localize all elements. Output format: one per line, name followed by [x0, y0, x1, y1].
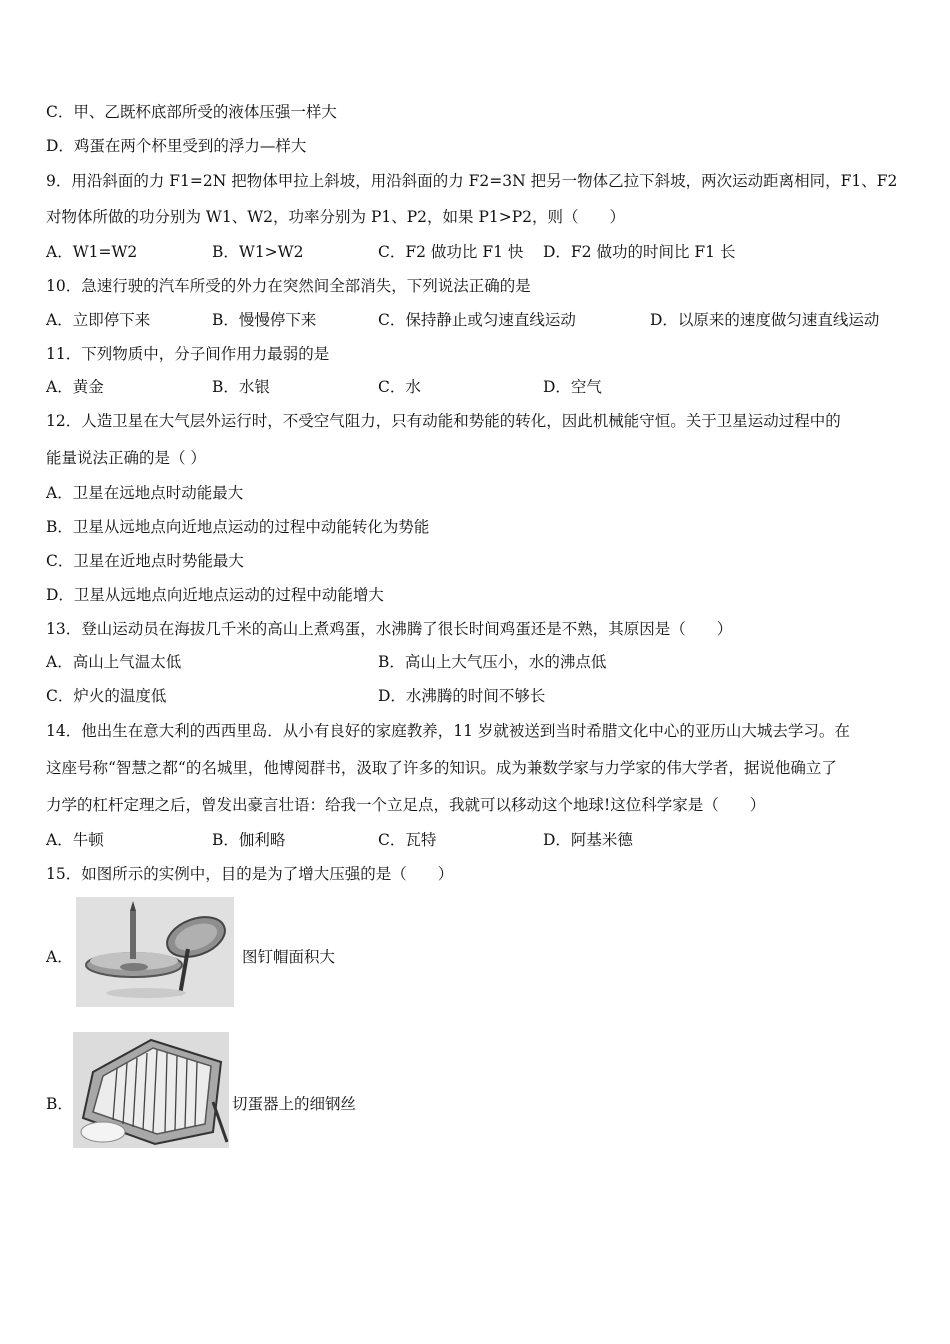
q12-stem-line1: 12．人造卫星在大气层外运行时，不受空气阻力，只有动能和势能的转化，因此机械能守恒。关于卫星运动过程中的: [46, 412, 841, 430]
q15-option-b-label: B．: [46, 1095, 73, 1113]
q10-stem: 10．急速行驶的汽车所受的外力在突然间全部消失，下列说法正确的是: [46, 277, 531, 295]
thumbtack-image: [76, 897, 234, 1007]
q12-option-d: D．卫星从远地点向近地点运动的过程中动能增大: [46, 586, 384, 604]
q13-stem: 13．登山运动员在海拔几千米的高山上煮鸡蛋，水沸腾了很长时间鸡蛋还是不熟，其原因是（ ）: [46, 620, 733, 638]
q14-option-d: D．阿基米德: [543, 831, 633, 849]
q8-option-c: C．甲、乙既杯底部所受的液体压强一样大: [46, 103, 337, 121]
q11-option-a: A．黄金: [46, 378, 104, 396]
q14-option-b: B．伽利略: [212, 831, 286, 849]
q9-option-d: D．F2 做功的时间比 F1 长: [543, 243, 736, 261]
q12-stem-line2: 能量说法正确的是（ ）: [46, 449, 206, 467]
q10-option-d: D．以原来的速度做匀速直线运动: [650, 311, 880, 329]
q10-option-c: C．保持静止或匀速直线运动: [378, 311, 576, 329]
q9-stem-line1: 9．用沿斜面的力 F1=2N 把物体甲拉上斜坡，用沿斜面的力 F2=3N 把另一物体乙拉下斜坡，两次运动距离相同，F1、F2: [46, 172, 898, 190]
q14-stem-line1: 14．他出生在意大利的西西里岛．从小有良好的家庭教养，11 岁就被送到当时希腊文化中心的亚历山大城去学习。在: [46, 722, 850, 740]
q11-option-c: C．水: [378, 378, 421, 396]
q15-option-b-caption: 切蛋器上的细钢丝: [232, 1095, 357, 1113]
q11-option-b: B．水银: [212, 378, 270, 396]
q10-option-a: A．立即停下来: [46, 311, 151, 329]
q9-option-b: B．W1>W2: [212, 243, 304, 261]
q15-stem: 15．如图所示的实例中，目的是为了增大压强的是（ ）: [46, 865, 454, 883]
q13-option-d: D．水沸腾的时间不够长: [378, 687, 546, 705]
q11-option-d: D．空气: [543, 378, 602, 396]
q8-option-d: D．鸡蛋在两个杯里受到的浮力—样大: [46, 137, 307, 155]
q14-option-c: C．瓦特: [378, 831, 437, 849]
q9-option-c: C．F2 做功比 F1 快: [378, 243, 524, 261]
q12-option-c: C．卫星在近地点时势能最大: [46, 552, 244, 570]
q14-option-a: A．牛顿: [46, 831, 104, 849]
q14-stem-line2: 这座号称“智慧之都“的名城里，他博阅群书，汲取了许多的知识。成为兼数学家与力学家的伟大学者，据说他确立了: [46, 759, 837, 777]
q11-stem: 11．下列物质中，分子间作用力最弱的是: [46, 345, 330, 363]
q12-option-b: B．卫星从远地点向近地点运动的过程中动能转化为势能: [46, 518, 430, 536]
q12-option-a: A．卫星在远地点时动能最大: [46, 484, 244, 502]
q14-stem-line3: 力学的杠杆定理之后，曾发出豪言壮语：给我一个立足点，我就可以移动这个地球!这位科学家是（ ）: [46, 796, 766, 814]
q10-option-b: B．慢慢停下来: [212, 311, 317, 329]
q15-option-a-caption: 图钉帽面积大: [242, 948, 336, 966]
q13-option-b: B．高山上大气压小，水的沸点低: [378, 653, 607, 671]
q13-option-a: A．高山上气温太低: [46, 653, 182, 671]
q15-option-a-label: A．: [46, 948, 73, 966]
q9-stem-line2: 对物体所做的功分别为 W1、W2，功率分别为 P1、P2，如果 P1>P2，则（ ）: [46, 208, 626, 226]
q9-option-a: A．W1=W2: [46, 243, 138, 261]
q13-option-c: C．炉火的温度低: [46, 687, 167, 705]
egg-slicer-image: [73, 1032, 229, 1148]
